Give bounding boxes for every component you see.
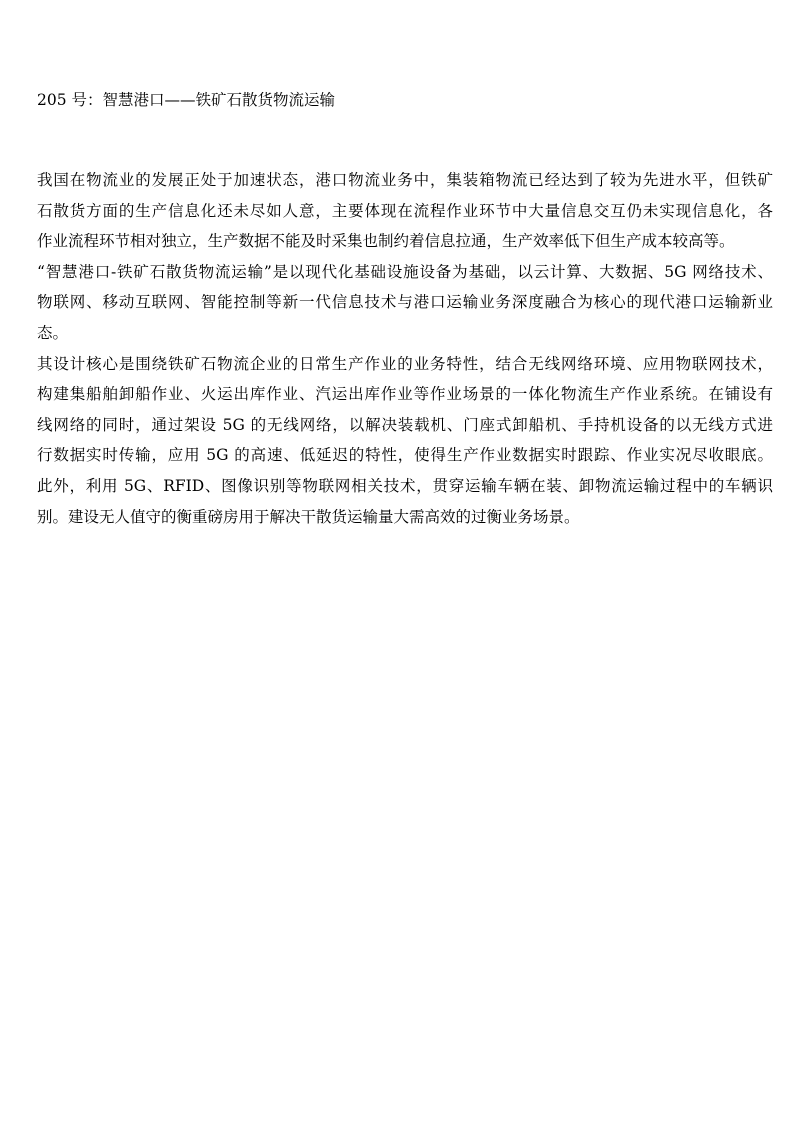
- body-line: 我国在物流业的发展正处于加速状态，港口物流业务中，集装箱物流已经达到了较为先进水平，但铁矿: [37, 171, 773, 189]
- body-line: 别。建设无人值守的衡重磅房用于解决干散货运输量大需高效的过衡业务场景。: [37, 507, 580, 526]
- body-line: 行数据实时传输，应用 5G 的高速、低延迟的特性，使得生产作业数据实时跟踪、作业实况尽收眼底。: [37, 446, 773, 465]
- body-line: 物联网、移动互联网、智能控制等新一代信息技术与港口运输业务深度融合为核心的现代港口运输新业: [37, 293, 773, 312]
- body-line: 线网络的同时，通过架设 5G 的无线网络，以解决装载机、门座式卸船机、手持机设备的以无线方式进: [37, 415, 773, 434]
- body-line: 态。: [37, 323, 69, 342]
- body-line: 此外，利用 5G、RFID、图像识别等物联网相关技术，贯穿运输车辆在装、卸物流运输过程中的车辆识: [37, 476, 773, 495]
- document-title: 205 号：智慧港口——铁矿石散货物流运输: [37, 91, 336, 109]
- body-line: 构建集船舶卸船作业、火运出库作业、汽运出库作业等作业场景的一体化物流生产作业系统。在铺设有: [37, 385, 773, 404]
- body-line: 其设计核心是围绕铁矿石物流企业的日常生产作业的业务特性，结合无线网络环境、应用物联网技术，: [37, 354, 773, 373]
- document-body: [37, 170, 773, 537]
- body-line: 石散货方面的生产信息化还未尽如人意，主要体现在流程作业环节中大量信息交互仍未实现信息化，各: [37, 201, 773, 220]
- body-line: 作业流程环节相对独立，生产数据不能及时采集也制约着信息拉通，生产效率低下但生产成本较高等。: [37, 232, 735, 251]
- body-line: “智慧港口-铁矿石散货物流运输”是以现代化基础设施设备为基础，以云计算、大数据、5G 网络技术、: [37, 262, 773, 281]
